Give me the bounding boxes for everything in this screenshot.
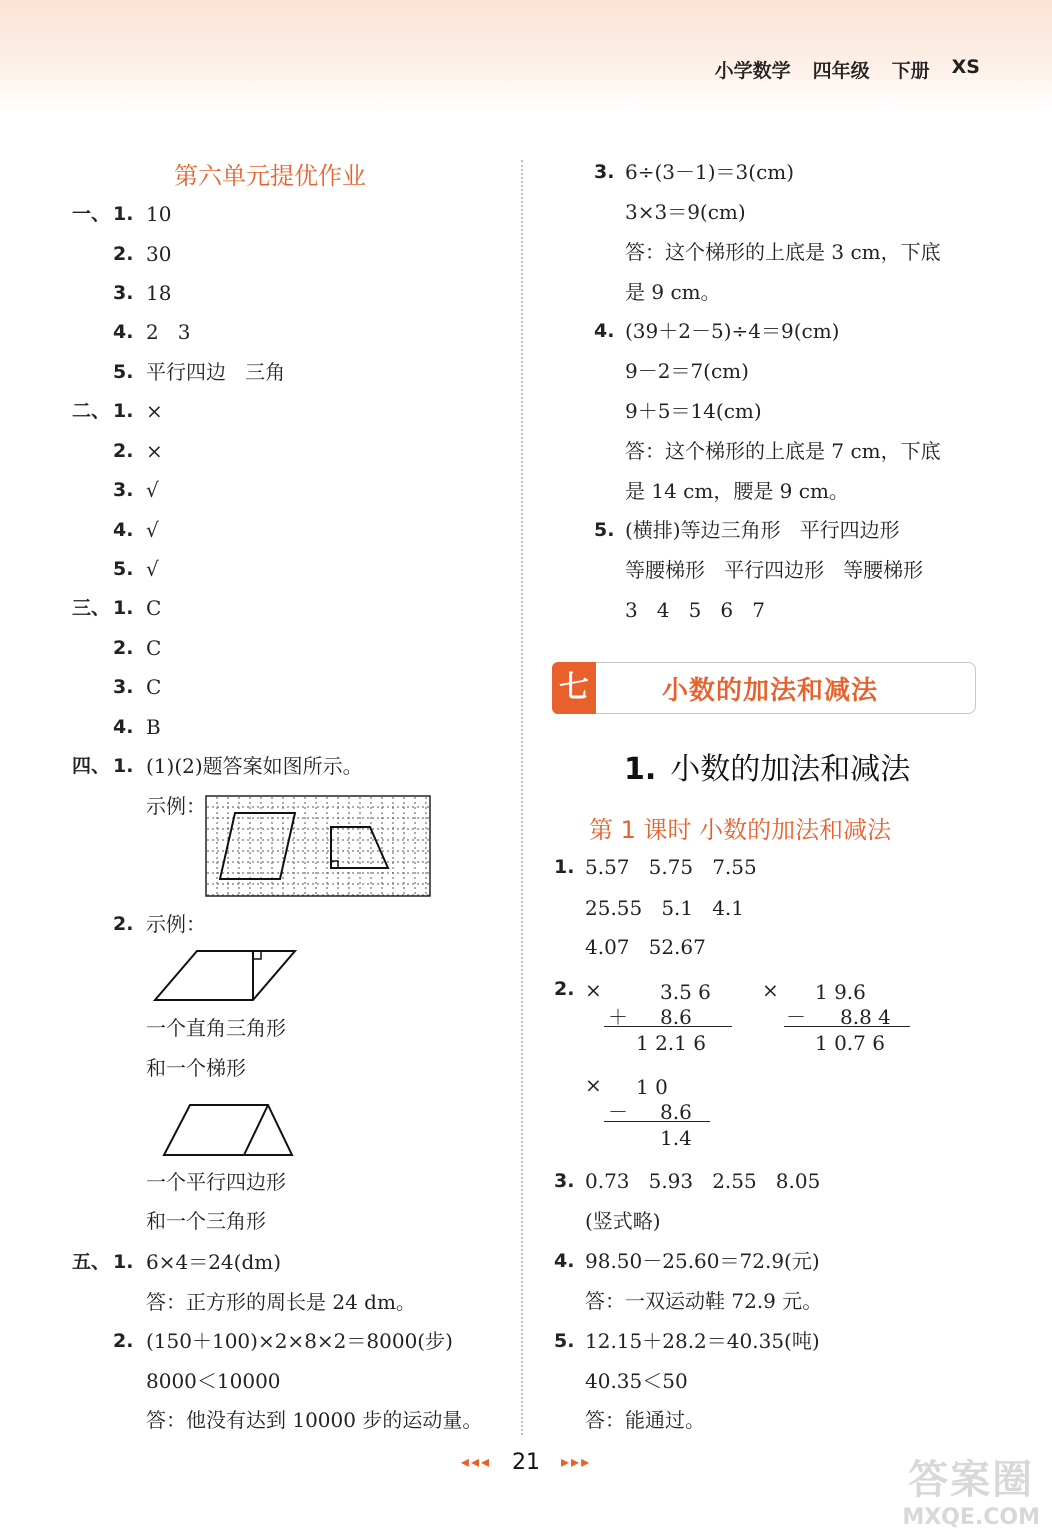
unit-number-tag: 七: [552, 662, 596, 714]
calc3-line: [604, 1121, 710, 1122]
answer-text: 18: [146, 281, 172, 305]
answer-text: 10: [146, 202, 172, 226]
a5-line: 答：能通过。: [585, 1408, 705, 1432]
q3-line: 6÷(3－1)＝3(cm): [625, 160, 795, 184]
fig1-caption-1: 一个直角三角形: [146, 1016, 286, 1040]
q3-line: 3×3＝9(cm): [625, 200, 746, 224]
lesson-period-title: 第 1 课时 小数的加法和减法: [589, 816, 892, 844]
answer-number: 1.: [113, 755, 134, 777]
calc2-second: 8.8 4: [840, 1005, 891, 1029]
section-title: 第六单元提优作业: [174, 162, 366, 190]
q3-line: 答：这个梯形的上底是 3 cm，下底: [625, 240, 941, 264]
calc1-second: 8.6: [660, 1005, 692, 1029]
unit-banner: [552, 662, 976, 714]
answer-text: √: [146, 557, 159, 581]
answer-number: 3.: [113, 676, 134, 698]
group-label: 二、: [72, 400, 111, 422]
calc3-result: 1.4: [660, 1126, 692, 1150]
fig2-caption-2: 和一个三角形: [146, 1209, 266, 1233]
calc2-op: －: [786, 1005, 806, 1029]
five-q2-line1: (150＋100)×2×8×2＝8000(步): [146, 1329, 453, 1353]
q2-number: 2.: [113, 913, 134, 935]
a3-line: 0.73 5.93 2.55 8.05: [585, 1169, 821, 1193]
a4-number: 4.: [554, 1250, 575, 1272]
lesson-heading-text: 小数的加法和减法: [670, 752, 911, 787]
watermark-line2: MXQE.COM: [902, 1505, 1040, 1530]
grid-figure: [205, 795, 431, 897]
a5-line: 40.35＜50: [585, 1369, 688, 1393]
split-trapezoid-figure: [160, 1100, 300, 1160]
q2-example-label: 示例：: [146, 912, 206, 936]
next-page-arrows: ▸▸▸: [561, 1452, 592, 1471]
a3-line: (竖式略): [585, 1209, 661, 1233]
answer-number: 1.: [113, 203, 134, 225]
answer-text: C: [146, 636, 162, 660]
q4-line: 答：这个梯形的上底是 7 cm，下底: [625, 439, 941, 463]
q4-line: (39＋2－5)÷4＝9(cm): [625, 319, 840, 343]
header-band: [0, 0, 1052, 110]
fig1-caption-2: 和一个梯形: [146, 1056, 246, 1080]
a1-line: 25.55 5.1 4.1: [585, 896, 745, 920]
fig2-caption-1: 一个平行四边形: [146, 1170, 286, 1194]
calc1-line: [604, 1026, 732, 1027]
header-volume: 下册: [891, 60, 930, 82]
answer-number: 3.: [113, 282, 134, 304]
watermark-line1: 答案圈: [908, 1457, 1035, 1503]
answer-text: √: [146, 478, 159, 502]
calc2-result: 1 0.7 6: [815, 1031, 885, 1055]
calc3-op: －: [608, 1100, 628, 1124]
answer-text: C: [146, 596, 162, 620]
calc3-second: 8.6: [660, 1100, 692, 1124]
five-q2-number: 2.: [113, 1330, 134, 1352]
calc2-mark: ×: [762, 978, 779, 1002]
answer-number: 5.: [113, 558, 134, 580]
answer-number: 4.: [113, 716, 134, 738]
answer-text: 平行四边 三角: [146, 360, 286, 384]
lesson-heading: [624, 744, 910, 788]
book-header: [715, 56, 980, 83]
a1-line: 4.07 52.67: [585, 935, 706, 959]
calc2-top: 1 9.6: [815, 980, 866, 1004]
five-q1-number: 1.: [113, 1251, 134, 1273]
calc3-top: 1 0: [636, 1075, 668, 1099]
page-footer: [0, 1450, 1052, 1475]
answer-number: 4.: [113, 519, 134, 541]
q5-line: 等腰梯形 平行四边形 等腰梯形: [625, 558, 924, 582]
answer-number: 2.: [113, 243, 134, 265]
calc3-mark: ×: [585, 1073, 602, 1097]
header-subject: 小学数学: [714, 60, 791, 82]
five-q1-line2: 答：正方形的周长是 24 dm。: [146, 1290, 416, 1314]
q5-line: 3 4 5 6 7: [625, 598, 765, 622]
answer-number: 2.: [113, 637, 134, 659]
calc1-mark: ×: [585, 978, 602, 1002]
answer-number: 3.: [113, 479, 134, 501]
q4-number: 4.: [594, 320, 615, 342]
column-divider: [521, 160, 523, 1435]
group-label: 一、: [72, 203, 111, 225]
answer-number: 4.: [113, 321, 134, 343]
prev-page-arrows: ◂◂◂: [460, 1452, 491, 1471]
calc1-op: ＋: [608, 1005, 628, 1029]
a4-line: 98.50－25.60＝72.9(元): [585, 1249, 820, 1273]
unit-title: 小数的加法和减法: [662, 676, 879, 706]
answer-number: 1.: [113, 400, 134, 422]
q3-line: 是 9 cm。: [625, 280, 721, 304]
a2-number: 2.: [554, 978, 575, 1000]
q4-line: 是 14 cm，腰是 9 cm。: [625, 479, 849, 503]
answer-number: 1.: [113, 597, 134, 619]
answer-text: 30: [146, 242, 172, 266]
calc1-top: 3.5 6: [660, 980, 711, 1004]
header-grade: 四年级: [812, 60, 870, 82]
answer-number: 5.: [113, 361, 134, 383]
q4-line: 9＋5＝14(cm): [625, 399, 762, 423]
five-q1-line1: 6×4＝24(dm): [146, 1250, 282, 1274]
answer-text: C: [146, 675, 162, 699]
page-number: 21: [512, 1450, 540, 1475]
q4-line: 9－2＝7(cm): [625, 359, 749, 383]
a3-number: 3.: [554, 1170, 575, 1192]
a1-line: 5.57 5.75 7.55: [585, 855, 757, 879]
a4-line: 答：一双运动鞋 72.9 元。: [585, 1289, 823, 1313]
header-edition: XS: [951, 56, 980, 78]
q5-number: 5.: [594, 519, 615, 541]
a5-number: 5.: [554, 1330, 575, 1352]
answer-text: √: [146, 518, 159, 542]
group-five-label: 五、: [72, 1251, 111, 1273]
lesson-heading-number: 1.: [624, 752, 657, 787]
q3-number: 3.: [594, 161, 615, 183]
group-label: 四、: [72, 755, 111, 777]
five-q2-line2: 8000＜10000: [146, 1369, 281, 1393]
answer-text: ×: [146, 399, 163, 423]
calc2-line: [784, 1026, 910, 1027]
answer-number: 2.: [113, 440, 134, 462]
calc1-result: 1 2.1 6: [636, 1031, 706, 1055]
group-label: 三、: [72, 597, 111, 619]
answer-text: (1)(2)题答案如图所示。: [146, 754, 363, 778]
answer-text: 2 3: [146, 320, 191, 344]
example-label: 示例：: [146, 794, 206, 818]
q5-line: (横排)等边三角形 平行四边形: [625, 518, 900, 542]
a1-number: 1.: [554, 856, 575, 878]
five-q2-line3: 答：他没有达到 10000 步的运动量。: [146, 1408, 483, 1432]
split-parallelogram-figure: [150, 945, 300, 1005]
a5-line: 12.15＋28.2＝40.35(吨): [585, 1329, 820, 1353]
answer-text: B: [146, 715, 161, 739]
answer-text: ×: [146, 439, 163, 463]
watermark: [902, 1448, 1040, 1530]
